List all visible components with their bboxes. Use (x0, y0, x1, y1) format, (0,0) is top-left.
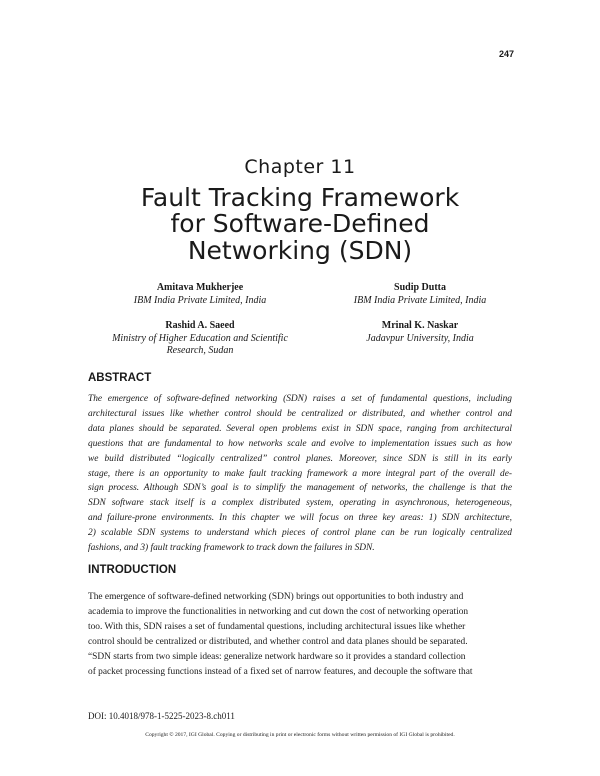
author-affiliation: Jadavpur University, India (366, 333, 474, 344)
author-affiliation: Research, Sudan (166, 345, 234, 356)
abstract-heading: ABSTRACT (88, 372, 152, 384)
abstract-line: SDN software stack itself is a complex distributed system, operating in asynchronous, heterogeneous, (88, 498, 512, 509)
author-affiliation: IBM India Private Limited, India (133, 295, 267, 306)
doi: DOI: 10.4018/978-1-5225-2023-8.ch011 (88, 711, 235, 721)
abstract-line: sign process. Although SDN’s goal is to simplify the management of networks, the challenge is that the (88, 483, 512, 494)
body-line: too. With this, SDN raises a set of fundamental questions, including architectural issues like whether (88, 621, 466, 632)
abstract-line: The emergence of software-defined networking (SDN) raises a set of fundamental questions, including (88, 394, 512, 404)
author-name: Sudip Dutta (394, 282, 446, 293)
author-name: Amitava Mukherjee (156, 282, 244, 293)
chapter-label: Chapter 11 (244, 156, 356, 178)
author-name: Rashid A. Saeed (165, 320, 235, 331)
abstract-line: 2) scalable SDN systems to understand which pieces of control plane can be run logically centralized (88, 528, 512, 539)
body-line: academia to improve the functionalities in networking and cut down the cost of networking operation (88, 606, 469, 617)
title-line-2: for Software-Defined (170, 209, 430, 238)
introduction-text (88, 590, 512, 679)
abstract-line: architectural issues like whether control should be centralized or distributed, and whether control and (88, 408, 512, 419)
abstract-text (88, 392, 512, 556)
introduction-heading: INTRODUCTION (88, 564, 177, 576)
body-line: The emergence of software-defined networking (SDN) brings out opportunities to both industry and (88, 592, 464, 602)
copyright-notice: Copyright © 2017, IGI Global. Copying or distributing in print or electronic forms without written permission of IGI Global is prohibited. (145, 732, 455, 738)
abstract-line: fashions, and 3) fault tracking framework to track down the failures in SDN. (88, 543, 375, 554)
abstract-line: questions that are fundamental to how networks scale and evolve to implementation issues such as how (88, 438, 512, 449)
page-number: 247 (498, 49, 514, 59)
author-affiliation: IBM India Private Limited, India (353, 295, 487, 306)
author-name: Mrinal K. Naskar (381, 320, 459, 331)
author-affiliation: Ministry of Higher Education and Scientific (112, 333, 288, 344)
abstract-line: we build distributed “logically centralized” control planes. Moreover, since SDN is still in its early (88, 453, 512, 464)
body-line: of packet processing functions instead of a fixed set of narrow features, and decouple the software that (88, 666, 473, 677)
abstract-line: stage, there is an opportunity to make fault tracking framework a more integral part of the overall de- (88, 468, 512, 479)
abstract-line: and failure-prone environments. In this chapter we will focus on three key areas: 1) SDN architecture, (88, 513, 512, 524)
body-line: control should be centralized or distributed, and whether control and data planes should be separated. (88, 636, 468, 647)
abstract-line: data planes should be separated. Several open problems exist in SDN space, ranging from architectural (88, 423, 512, 434)
title-line-1: Fault Tracking Framework (140, 183, 460, 212)
body-line: “SDN starts from two simple ideas: generalize network hardware so it provides a standard collection (88, 651, 466, 662)
title-line-3: Networking (SDN) (187, 236, 413, 265)
